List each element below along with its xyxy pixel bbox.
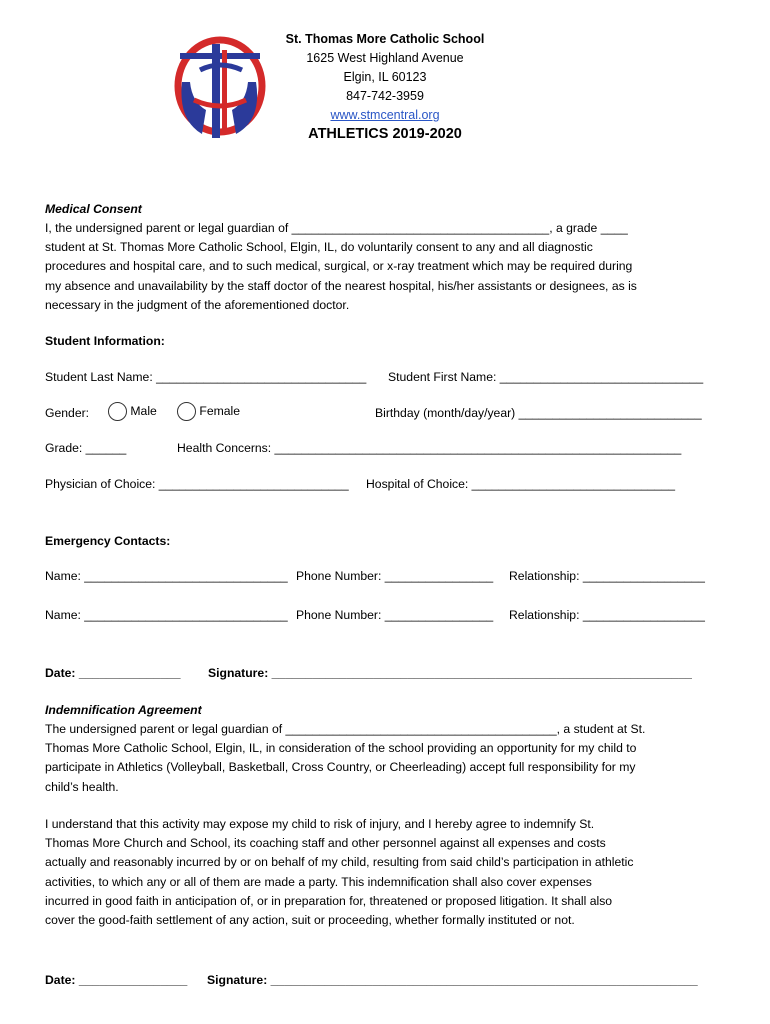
date-field-2[interactable]: Date: ________________ <box>45 973 188 987</box>
radio-circle[interactable] <box>108 402 127 421</box>
medical-line: my absence and unavailability by the staff doctor of the nearest hospital, his/her assistants or designees, as is <box>45 278 637 293</box>
male-radio[interactable] <box>108 402 157 421</box>
signature-field[interactable]: Signature: ______________________________________________________________ <box>208 666 692 680</box>
physician-field[interactable]: Physician of Choice: ____________________________ <box>45 477 349 491</box>
emergency-name-field[interactable]: Name: ______________________________ <box>45 608 288 622</box>
medical-line: student at St. Thomas More Catholic School, Elgin, IL, do voluntarily consent to any and all diagnostic <box>45 240 593 255</box>
male-label: Male <box>130 404 157 418</box>
medical-line: procedures and hospital care, and to such medical, surgical, or x-ray treatment which may be required during <box>45 259 633 274</box>
emergency-phone-field[interactable]: Phone Number: ________________ <box>296 569 494 583</box>
health-concerns-field[interactable]: Health Concerns: ____________________________________________________________ <box>177 441 682 455</box>
school-name: St. Thomas More Catholic School <box>285 32 485 46</box>
indemnification-heading: Indemnification Agreement <box>45 703 202 717</box>
indemnification-line: participate in Athletics (Volleyball, Basketball, Cross Country, or Cheerleading) accept full responsibility for my <box>45 760 636 775</box>
indemnification-line: actually and reasonably incurred by or on behalf of my child, resulting from said child’s participation in athletic <box>45 855 634 870</box>
school-website-link[interactable]: www.stmcentral.org <box>330 108 440 122</box>
indemnification-line: Thomas More Catholic School, Elgin, IL, in consideration of the school providing an opportunity for my child to <box>45 741 637 756</box>
emergency-contacts-heading: Emergency Contacts: <box>45 534 171 548</box>
medical-line: I, the undersigned parent or legal guardian of ______________________________________, a grade ____ <box>45 221 628 235</box>
signature-field-2[interactable]: Signature: _______________________________________________________________ <box>207 973 698 987</box>
gender-label: Gender: <box>45 406 90 420</box>
emergency-phone-field[interactable]: Phone Number: ________________ <box>296 608 494 622</box>
medical-consent-text <box>45 219 725 315</box>
medical-line: necessary in the judgment of the aforementioned doctor. <box>45 297 350 312</box>
student-info-heading: Student Information: <box>45 334 165 348</box>
hospital-field[interactable]: Hospital of Choice: ______________________________ <box>366 477 676 491</box>
female-label: Female <box>199 404 241 418</box>
school-address: 1625 West Highland Avenue <box>306 51 464 65</box>
indemnification-line: child’s health. <box>45 779 119 794</box>
student-first-name-field[interactable]: Student First Name: ______________________________ <box>388 370 704 384</box>
form-title: ATHLETICS 2019-2020 <box>308 126 462 142</box>
emergency-relationship-field[interactable]: Relationship: __________________ <box>509 569 705 583</box>
birthday-field[interactable]: Birthday (month/day/year) ___________________________ <box>375 406 702 420</box>
date-field[interactable]: Date: _______________ <box>45 666 181 680</box>
grade-field[interactable]: Grade: ______ <box>45 441 127 455</box>
radio-circle[interactable] <box>177 402 196 421</box>
school-city: Elgin, IL 60123 <box>343 70 427 84</box>
female-radio[interactable] <box>177 402 240 421</box>
indemnification-text-2 <box>45 815 725 930</box>
indemnification-line: incurred in good faith in anticipation of, or in preparation for, threatened or proposed litigation. It shall also <box>45 893 613 908</box>
indemnification-line: activities, to which any or all of them are made a party. This indemnification shall also cover expenses <box>45 874 592 889</box>
indemnification-line: I understand that this activity may expose my child to risk of injury, and I hereby agree to indemnify St. <box>45 817 595 831</box>
indemnification-line: cover the good-faith settlement of any action, suit or proceeding, whether formally instituted or not. <box>45 913 575 928</box>
indemnification-line: The undersigned parent or legal guardian of ________________________________________, a student at St. <box>45 722 646 736</box>
indemnification-line: Thomas More Church and School, its coaching staff and other personnel against all expenses and costs <box>45 836 606 851</box>
student-last-name-field[interactable]: Student Last Name: _______________________________ <box>45 370 367 384</box>
medical-consent-heading: Medical Consent <box>45 202 142 216</box>
indemnification-text <box>45 720 725 797</box>
emergency-relationship-field[interactable]: Relationship: __________________ <box>509 608 705 622</box>
school-phone: 847-742-3959 <box>346 89 424 103</box>
emergency-name-field[interactable]: Name: ______________________________ <box>45 569 288 583</box>
